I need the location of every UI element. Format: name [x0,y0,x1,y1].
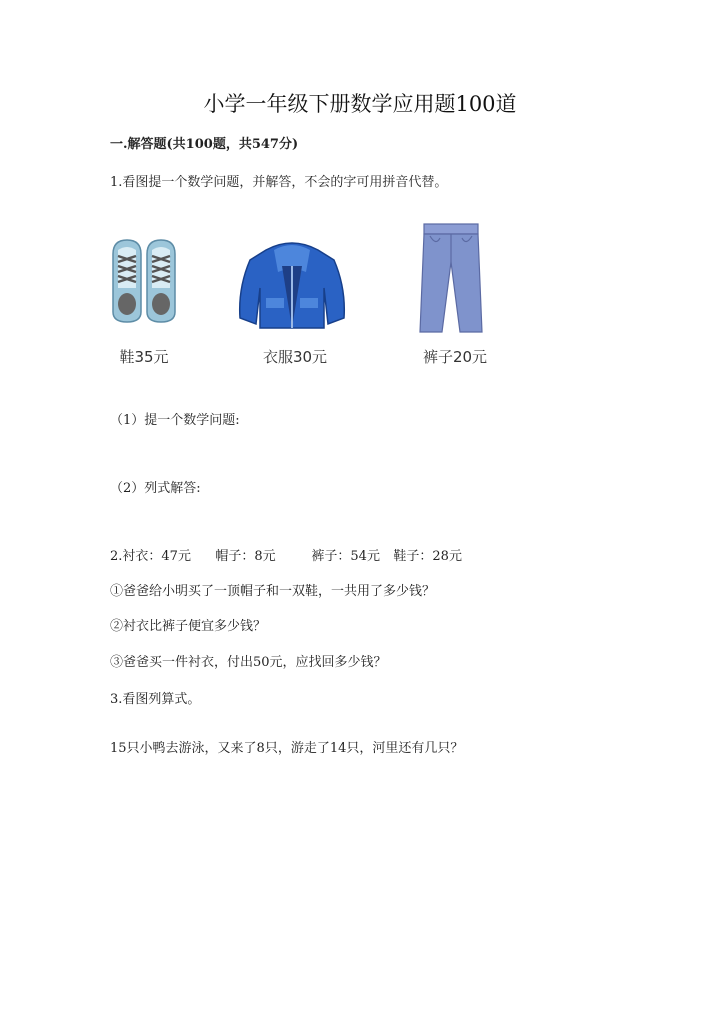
price-hat: 帽子：8元 [215,549,276,564]
question-2-a: ①爸爸给小明买了一顶帽子和一双鞋，一共用了多少钱？ [110,584,436,599]
shoes-icon [108,236,180,326]
question-1-part-2: （2）列式解答: [110,481,201,496]
pants-caption: 裤子20元 [422,348,488,366]
section-heading: 一.解答题(共100题，共547分) [110,137,299,152]
question-1: 1.看图提一个数学问题，并解答，不会的字可用拼音代替。 [110,175,448,190]
question-2-c: ③爸爸买一件衬衣，付出50元，应找回多少钱？ [110,655,387,670]
jacket-icon [236,238,348,330]
shoes-caption: 鞋35元 [119,348,169,366]
question-3-problem: 15只小鸭去游泳，又来了8只，游走了14只，河里还有几只？ [110,741,464,756]
price-shoes: 鞋子：28元 [393,549,462,564]
price-pants: 裤子：54元 [311,549,380,564]
question-2-number: 2. [110,549,123,564]
question-3: 3.看图列算式。 [110,692,201,707]
question-1-part-1: （1）提一个数学问题: [110,413,240,428]
price-shirt: 衬衣：47元 [122,549,191,564]
page-title: 小学一年级下册数学应用题100道 [203,92,517,116]
pants-icon [418,222,484,334]
question-2-b: ②衬衣比裤子便宜多少钱？ [110,619,267,634]
question-2-prices [110,545,462,564]
jacket-caption: 衣服30元 [262,348,328,366]
